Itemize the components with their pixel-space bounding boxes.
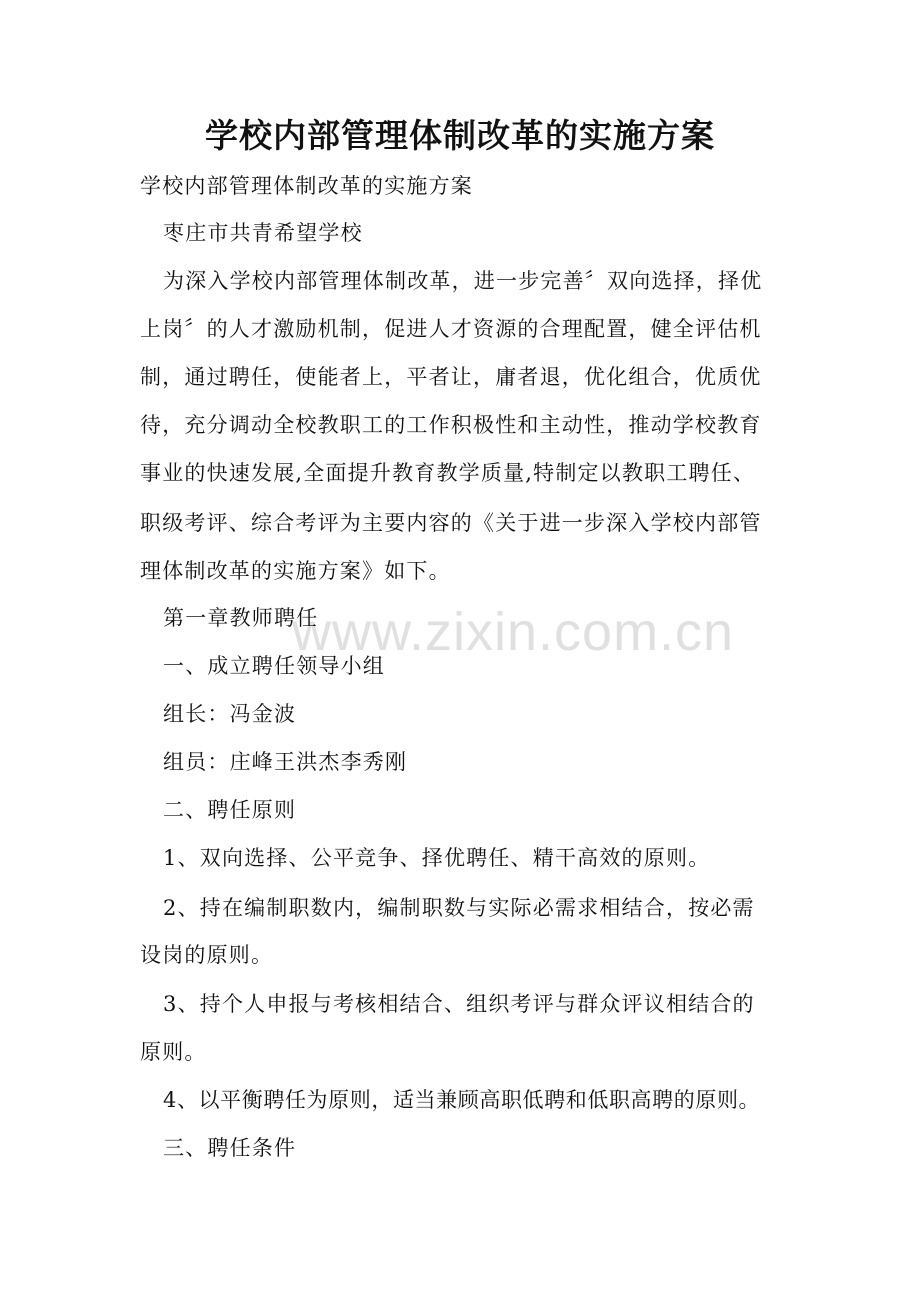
principle-3-line-2: 原则。 [140, 1040, 207, 1064]
intro-line-6: 职级考评、综合考评为主要内容的《关于进一步深入学校内部管 [140, 511, 762, 535]
intro-line-3: 制，通过聘任，使能者上，平者让，庸者退，优化组合，优质优 [140, 365, 762, 389]
intro-line-2: 上岗〞的人才激励机制，促进人才资源的合理配置，健全评估机 [140, 317, 762, 341]
watermark: www.zixin.com.cn [292, 602, 735, 662]
section-heading-1: 一、成立聘任领导小组 [163, 654, 385, 678]
document-subtitle: 学校内部管理体制改革的实施方案 [140, 174, 473, 198]
section-heading-2: 二、聘任原则 [163, 798, 297, 822]
principle-2-line-2: 设岗的原则。 [140, 943, 274, 967]
intro-line-7: 理体制改革的实施方案》如下。 [140, 559, 451, 583]
chapter-heading: 第一章教师聘任 [163, 606, 319, 630]
principle-2-line-1: 2、持在编制职数内，编制职数与实际必需求相结合，按必需 [163, 896, 755, 920]
principle-1: 1、双向选择、公平竞争、择优聘任、精干高效的原则。 [163, 846, 711, 870]
document-title: 学校内部管理体制改革的实施方案 [205, 116, 715, 155]
intro-line-1: 为深入学校内部管理体制改革，进一步完善〞双向选择，择优 [163, 269, 763, 293]
members-line: 组员：庄峰王洪杰李秀刚 [163, 750, 408, 774]
section-heading-3: 三、聘任条件 [163, 1136, 297, 1160]
school-name: 枣庄市共青希望学校 [163, 221, 363, 245]
leader-line: 组长：冯金波 [163, 702, 297, 726]
principle-4: 4、以平衡聘任为原则，适当兼顾高职低聘和低职高聘的原则。 [163, 1088, 761, 1112]
principle-3-line-1: 3、持个人申报与考核相结合、组织考评与群众评议相结合的 [163, 992, 755, 1016]
intro-line-5: 事业的快速发展,全面提升教育教学质量,特制定以教职工聘任、 [140, 461, 756, 485]
intro-line-4: 待，充分调动全校教职工的工作积极性和主动性，推动学校教育 [140, 413, 762, 437]
